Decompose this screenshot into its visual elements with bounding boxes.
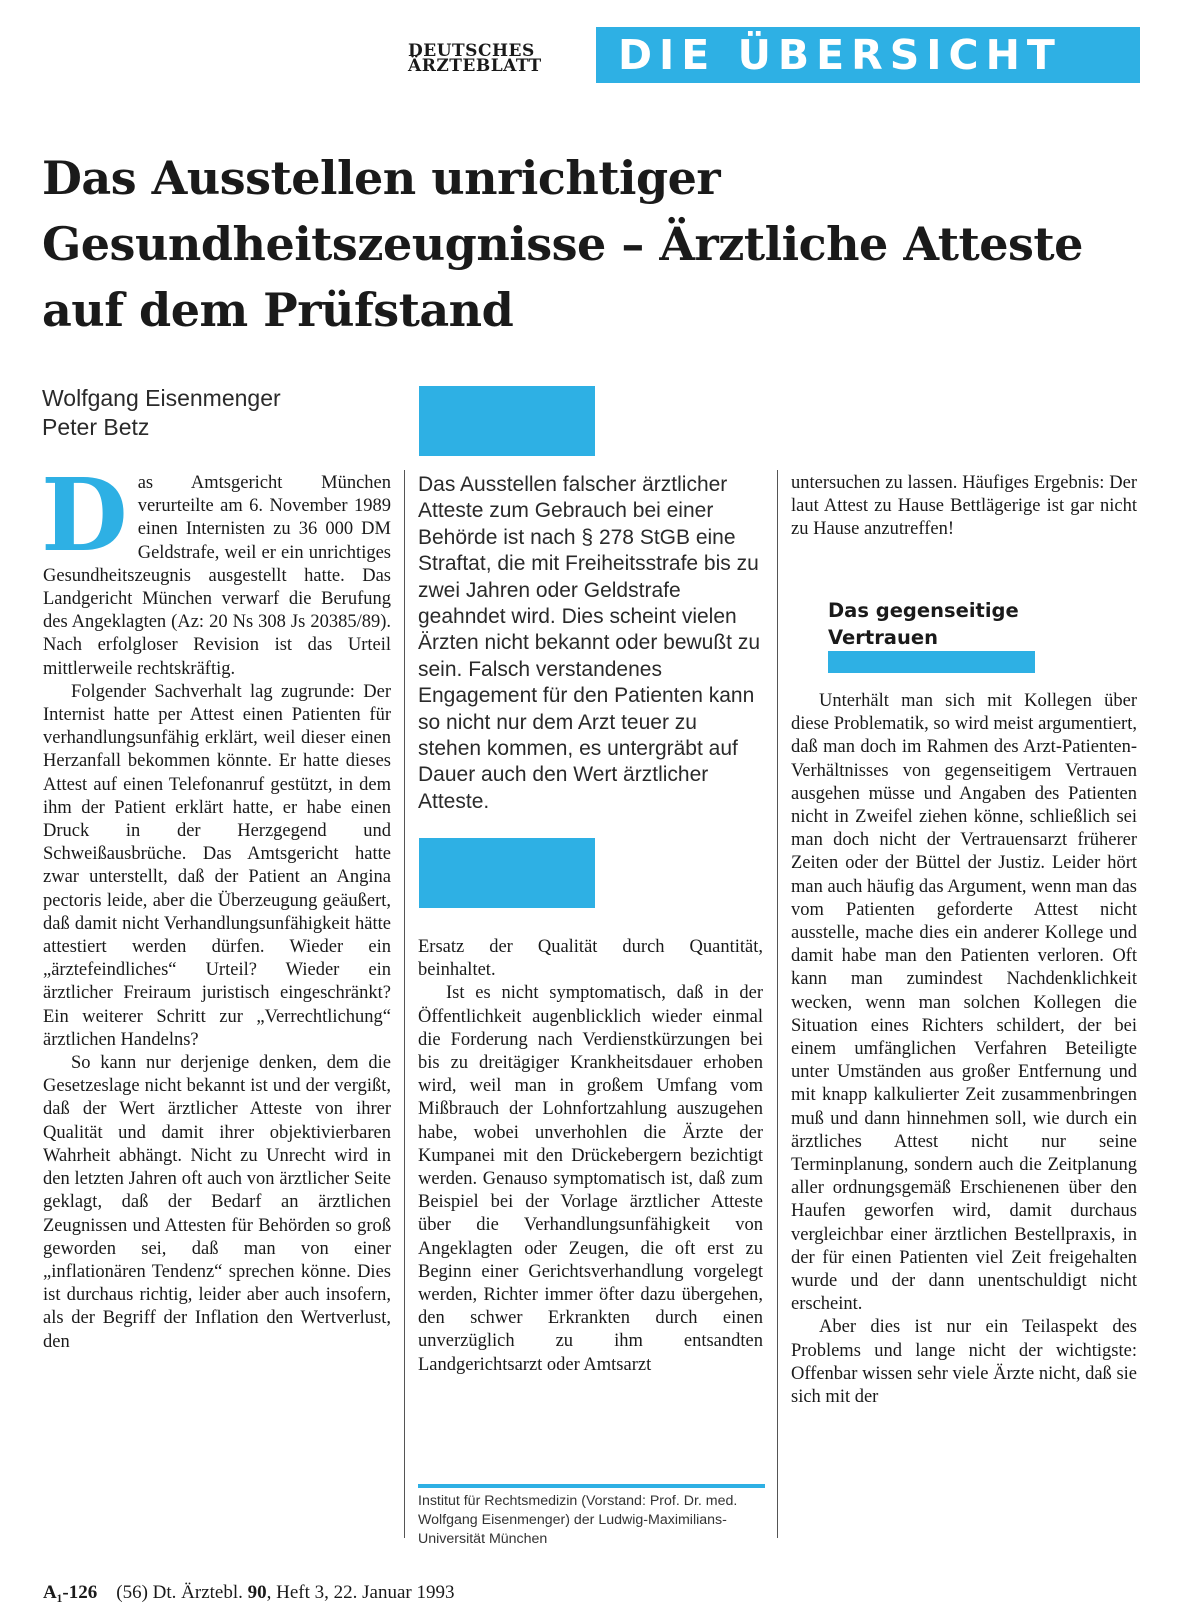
authors (42, 384, 281, 442)
page-number: A₁-126 (43, 1582, 98, 1603)
affiliation-rule (418, 1484, 765, 1488)
paragraph: Ist es nicht symptomatisch, daß in der Öffentlichkeit augenblicklich wieder einmal die Forderung nach Verdienstkürzungen bei bis zu dreitägiger Krankheitsdauer erhoben wird, weil man in großem Umfang vom Mißbrauch der Lohnfortzahlung auszugehen habe, wobei unverhohlen die Ärzte der Kumpanei mit den Drückebergern bezichtigt werden. Genauso symptomatisch ist, daß zum Beispiel bei der Vorlage ärztlicher Atteste über die Verhandlungsunfähigkeit von Angeklagten oder Zeugen, die oft erst zu Beginn einer Gerichtsverhandlung vorgelegt werden, Richter immer öfter dazu übergehen, den schwer Erkrankten durch einen unverzüglich zu ihm entsandten Landgerichtsarzt oder Amtsarzt (418, 983, 763, 1375)
drop-cap: D (41, 456, 128, 574)
masthead-logo (408, 41, 578, 76)
author-1: Wolfgang Eisenmenger (42, 385, 281, 411)
section-subheading: Das gegenseitige Vertrauen (828, 599, 1019, 649)
paragraph: Ersatz der Qualität durch Quantität, beinhaltet. (418, 937, 763, 981)
decorative-blue-block (419, 838, 595, 908)
column-divider (777, 470, 778, 1538)
paragraph: Aber dies ist nur ein Teilaspekt des Problems und lange nicht der wichtigste: Offenbar wissen sehr viele Ärzte nicht, daß sie sich mit der (791, 1317, 1137, 1408)
author-2: Peter Betz (42, 414, 150, 440)
article-column-3-continued (791, 690, 1137, 1409)
subheading-underline-bar (828, 651, 1035, 673)
decorative-blue-block (419, 386, 595, 456)
article-column-1 (41, 456, 391, 1354)
paragraph-text: as Amtsgericht München verurteilte am 6. November 1989 einen Internisten zu 36 000 DM Geldstrafe, weil er ein unrichtiges Gesundheitszeugnis ausgestellt hatte. Das Landgericht München verwarf die Berufung des Angeklagten (Az: 20 Ns 308 Js 20385/89). Nach erfolgloser Revision ist das Urteil mittlerweile rechtskräftig. (43, 473, 391, 679)
logo-line-2: ÄRZTEBLATT (408, 56, 542, 76)
citation-suffix: , Heft 3, 22. Januar 1993 (266, 1582, 455, 1603)
paragraph (41, 456, 391, 681)
paragraph: untersuchen zu lassen. Häufiges Ergebnis: Der laut Attest zu Hause Bettlägerige ist gar nicht zu Hause anzutreffen! (791, 473, 1137, 540)
paragraph: Unterhält man sich mit Kollegen über diese Problematik, so wird meist argumentiert, daß man doch im Rahmen des Arzt-Patienten-Verhältnisses von gegenseitigem Vertrauen ausgehen müsse und Angaben des Patienten nicht in Zweifel ziehen könne, schließlich sei man doch nicht der Vertrauensarzt früherer Zeiten oder der Büttel der Justiz. Leider hört man auch häufig das Argument, wenn man das vom Patienten geforderte Attest nicht ausstelle, mache dies ein anderer Kollege und damit habe man den Patienten verloren. Oft kann man zumindest Nachdenklichkeit wecken, wenn man solchen Kollegen die Situation eines Richters schildert, der bei einem umfänglichen Verfahren Beteiligte unter Umständen aus großer Entfernung und mit knapp kalkulierter Zeit zusammenbringen muß und dann hinnehmen soll, wie durch ein ärztliches Attest nicht nur seine Terminplanung, sondern auch die Zeitplanung aller ordnungsgemäß Erschienenen über den Haufen geworfen wird, damit durchaus vergleichbar einer ärztlichen Bestellpraxis, in der für einen Patienten viel Zeit freigehalten wurde und der dann unentschuldigt nicht erscheint. (791, 691, 1137, 1315)
article-column-2 (418, 936, 763, 1377)
paragraph: Folgender Sachverhalt lag zugrunde: Der Internist hatte per Attest einen Patienten für verhandlungsunfähig erklärt, weil dieser einen Herzanfall bekommen könnte. Er hatte dieses Attest auf einen Telefonanruf gestützt, in dem ihm der Patient erklärt hatte, er habe einen Druck in der Herzgegend und Schweißausbrüche. Das Amtsgericht hatte zwar unterstellt, daß der Patient an Angina pectoris leide, aber die Überzeugung geäußert, daß damit nicht Verhandlungsunfähigkeit hätte attestiert werden dürfen. Wieder ein „ärztefeindliches“ Urteil? Wieder ein ärztlicher Freiraum juristisch eingeschränkt? Ein weiterer Schritt zur „Verrechtlichung“ ärztlichen Handelns? (43, 681, 391, 1050)
citation-prefix: (56) Dt. Ärztebl. (116, 1582, 243, 1603)
page-footer (43, 1582, 455, 1604)
pull-quote: Das Ausstellen falscher ärztlicher Atteste zum Gebrauch bei einer Behörde ist nach § 278 StGB eine Straftat, die mit Freiheitsstrafe bis zu zwei Jahren oder Geldstrafe geahndet wird. Dies scheint vielen Ärzten nicht bekannt oder bewußt zu sein. Falsch verstandenes Engagement für den Patienten kann so nicht nur dem Arzt teuer zu stehen kommen, es untergräbt auf Dauer auch den Wert ärztlicher Atteste. (418, 473, 761, 813)
section-banner: DIE ÜBERSICHT (596, 27, 1140, 83)
volume-number: 90 (247, 1582, 267, 1603)
article-column-3 (791, 472, 1137, 542)
article-headline: Das Ausstellen unrichtiger Gesundheitszeugnisse – Ärztliche Atteste auf dem Prüfstand (42, 151, 1083, 337)
logo-line-1: DEUTSCHES (408, 41, 535, 61)
column-divider (404, 470, 405, 1538)
author-affiliation: Institut für Rechtsmedizin (Vorstand: Prof. Dr. med. Wolfgang Eisenmenger) der Ludwig-Maximilians-Universität München (418, 1493, 738, 1547)
paragraph: So kann nur derjenige denken, dem die Gesetzeslage nicht bekannt ist und der vergißt, daß der Wert ärztlicher Atteste von ihrer Qualität und damit ihrer objektivierbaren Wahrheit abhängt. Nicht zu Unrecht wird in den letzten Jahren oft auch von ärztlicher Seite geklagt, daß der Bedarf an ärztlichen Zeugnissen und Attesten für Behörden so groß geworden sei, daß man von einer „inflationären Tendenz“ sprechen könne. Dies ist durchaus richtig, leider aber auch insofern, als der Begriff der Inflation den Wertverlust, den (43, 1053, 391, 1352)
